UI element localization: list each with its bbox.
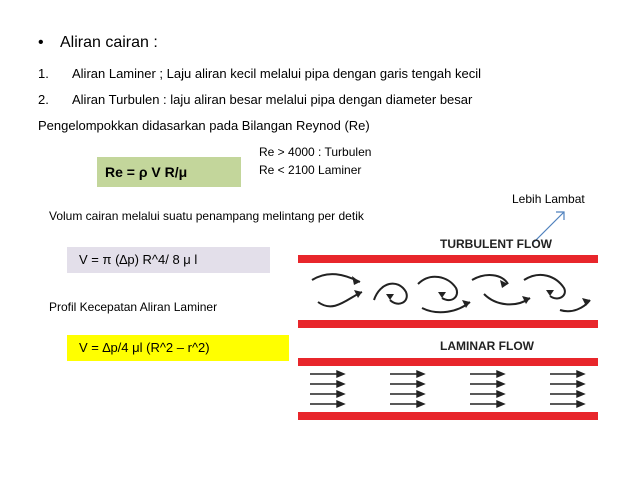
- laminar-label: LAMINAR FLOW: [440, 339, 534, 353]
- laminar-arrowhead: [337, 391, 344, 397]
- laminar-formula-box: V = ∆p/4 μl (R^2 – r^2): [67, 335, 289, 361]
- laminar-arrowhead: [417, 381, 424, 387]
- reynolds-condition-turbulent: Re > 4000 : Turbulen: [259, 145, 372, 159]
- laminar-arrowhead: [577, 371, 584, 377]
- grouping-text: Pengelompokkan didasarkan pada Bilangan Reynod (Re): [38, 118, 370, 133]
- turbulent-bottom-pipe-wall: [298, 320, 598, 328]
- laminar-arrowhead: [417, 391, 424, 397]
- list-item: [38, 66, 481, 81]
- laminar-arrowhead: [417, 401, 424, 407]
- laminar-arrowhead: [497, 401, 504, 407]
- list-item: [38, 92, 472, 107]
- laminar-arrowhead: [497, 381, 504, 387]
- laminar-arrowhead: [577, 391, 584, 397]
- laminar-arrows-icon: [310, 371, 584, 407]
- laminar-arrowhead: [497, 391, 504, 397]
- turbulent-arrowheads-icon: [352, 276, 590, 308]
- laminar-arrowhead: [417, 371, 424, 377]
- laminar-arrowhead: [577, 401, 584, 407]
- reynolds-condition-laminar: Re < 2100 Laminer: [259, 163, 362, 177]
- laminar-arrowhead: [577, 381, 584, 387]
- laminar-arrowhead: [337, 381, 344, 387]
- volume-formula-box: V = π (∆p) R^4/ 8 μ l: [67, 247, 270, 273]
- turbulent-label: TURBULENT FLOW: [440, 237, 552, 251]
- laminar-top-pipe-wall: [298, 358, 598, 366]
- flow-diagram: [290, 224, 612, 420]
- bullet-heading: [38, 34, 158, 52]
- list-item-number: 2.: [38, 92, 49, 107]
- turbulent-top-pipe-wall: [298, 255, 598, 263]
- bullet-symbol: •: [38, 34, 44, 51]
- laminar-profile-description: Profil Kecepatan Aliran Laminer: [49, 300, 218, 314]
- laminar-arrowhead: [497, 371, 504, 377]
- list-item-number: 1.: [38, 66, 49, 81]
- reynolds-formula-box: Re = ρ V R/μ: [97, 157, 241, 187]
- bullet-text: Aliran cairan :: [60, 34, 158, 51]
- slower-label: Lebih Lambat: [512, 192, 585, 206]
- laminar-arrowhead: [337, 401, 344, 407]
- laminar-arrowhead: [337, 371, 344, 377]
- volume-description: Volum cairan melalui suatu penampang melintang per detik: [49, 209, 364, 223]
- list-item-text: Aliran Turbulen : laju aliran besar melalui pipa dengan diameter besar: [72, 92, 473, 107]
- list-item-text: Aliran Laminer ; Laju aliran kecil melalui pipa dengan garis tengah kecil: [72, 66, 482, 81]
- laminar-bottom-pipe-wall: [298, 412, 598, 420]
